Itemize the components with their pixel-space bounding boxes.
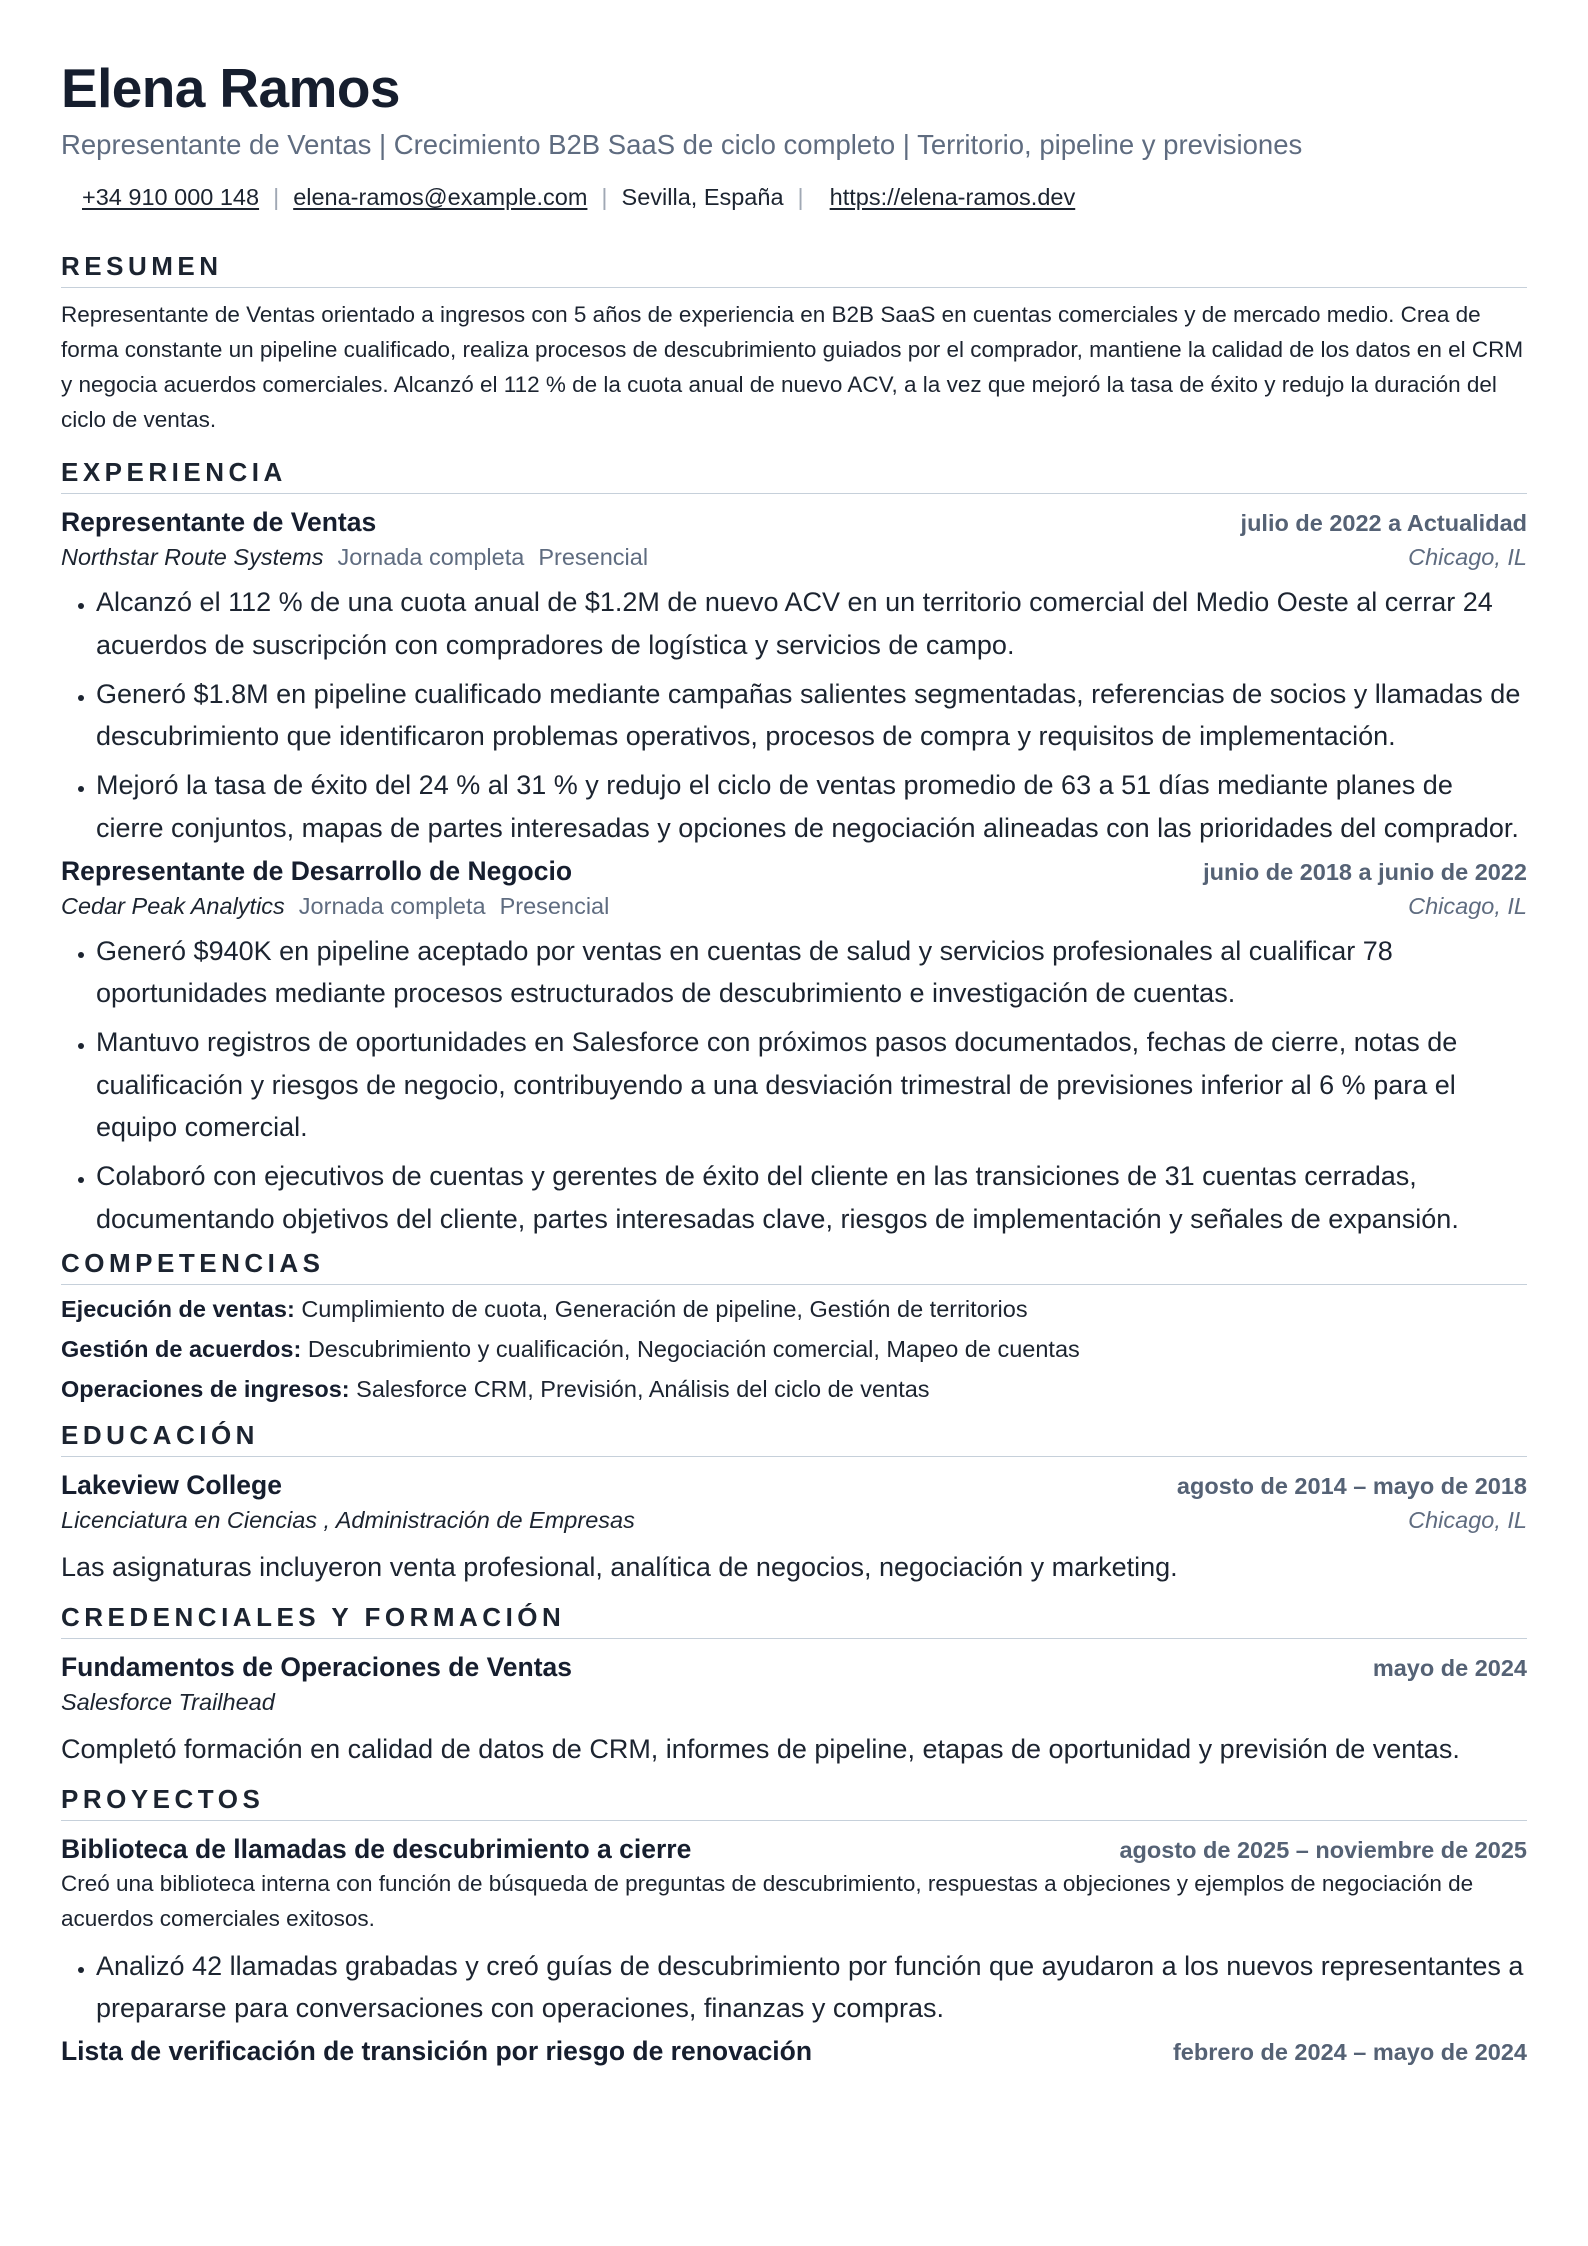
headline: Representante de Ventas | Crecimiento B2B SaaS de ciclo completo | Territorio, pipeline y previsiones — [61, 129, 1303, 160]
separator: | — [273, 184, 280, 210]
section-title-education: EDUCACIÓN — [61, 1419, 1527, 1457]
project-entry — [61, 2036, 1527, 2067]
achievement-item: • Mantuvo registros de oportunidades en Salesforce con próximos pasos documentados, fechas de cierre, notas de cualificación y riesgos de negocio, contribuyendo a una desviación trimestral de previsiones inferior al 6 % para el equipo comercial. — [96, 1021, 1527, 1149]
achievement-list — [61, 930, 1527, 1241]
skill-value: Salesforce CRM, Previsión, Análisis del ciclo de ventas — [356, 1375, 930, 1402]
skill-label: Operaciones de ingresos: — [61, 1375, 350, 1402]
project-title: Lista de verificación de transición por riesgo de renovación — [61, 2036, 813, 2066]
website-link[interactable]: https://elena-ramos.dev — [829, 184, 1076, 210]
job-title: Representante de Desarrollo de Negocio — [61, 855, 573, 886]
skill-value: Cumplimiento de cuota, Generación de pipeline, Gestión de territorios — [301, 1295, 1028, 1322]
project-bullet: • Analizó 42 llamadas grabadas y creó guías de descubrimiento por función que ayudaron a los nuevos representantes a prepararse para conversaciones con operaciones, finanzas y compras. — [96, 1945, 1527, 2030]
achievement-item: • Generó $1.8M en pipeline cualificado mediante campañas salientes segmentadas, referencias de socios y llamadas de descubrimiento que identificaron problemas operativos, procesos de compra y requisitos de implementación. — [96, 673, 1527, 758]
credential-date: mayo de 2024 — [1372, 1654, 1527, 1681]
achievement-list — [61, 581, 1527, 849]
summary-text: Representante de Ventas orientado a ingresos con 5 años de experiencia en B2B SaaS en cuentas comerciales y de mercado medio. Crea de forma constante un pipeline cualificado, realiza procesos de descubrimiento guiados por el comprador, mantiene la calidad de los datos en el CRM y negocia acuerdos comerciales. Alcanzó el 112 % de la cuota anual de nuevo ACV, a la vez que mejoró la tasa de éxito y redujo la duración del ciclo de ventas. — [61, 302, 1524, 432]
project-bullet-list — [61, 1945, 1527, 2030]
job-dates: julio de 2022 a Actualidad — [1240, 510, 1527, 536]
section-title-summary: RESUMEN — [61, 250, 1527, 288]
employment-type: Jornada completa — [337, 544, 525, 570]
separator: | — [797, 184, 804, 210]
project-entry — [61, 1834, 1527, 2030]
project-dates: agosto de 2025 – noviembre de 2025 — [1119, 1836, 1527, 1863]
section-title-projects: PROYECTOS — [61, 1783, 1527, 1821]
job-title: Representante de Ventas — [61, 507, 377, 537]
project-description: Creó una biblioteca interna con función de búsqueda de preguntas de descubrimiento, respuestas a objeciones y ejemplos de negociación de acuerdos comerciales exitosos. — [61, 1870, 1474, 1931]
job-dates: junio de 2018 a junio de 2022 — [1203, 858, 1527, 885]
skill-label: Ejecución de ventas: — [61, 1295, 295, 1322]
project-title: Biblioteca de llamadas de descubrimiento a cierre — [61, 1833, 692, 1864]
degree: Licenciatura en Ciencias , Administración de Empresas — [61, 1506, 635, 1533]
work-mode: Presencial — [538, 544, 649, 570]
education-entry — [61, 1470, 1527, 1585]
skill-label: Gestión de acuerdos: — [61, 1335, 302, 1362]
skill-row — [61, 1329, 1527, 1369]
candidate-name: Elena Ramos — [61, 57, 400, 119]
section-title-skills: COMPETENCIAS — [61, 1247, 1527, 1285]
skill-value: Descubrimiento y cualificación, Negociación comercial, Mapeo de cuentas — [307, 1335, 1080, 1362]
experience-entry — [61, 856, 1527, 1241]
contact-bar — [61, 182, 1527, 212]
credential-issuer: Salesforce Trailhead — [61, 1688, 275, 1715]
credential-title: Fundamentos de Operaciones de Ventas — [61, 1651, 573, 1682]
email-link[interactable]: elena-ramos@example.com — [293, 184, 588, 210]
section-title-experience: EXPERIENCIA — [61, 456, 1527, 494]
job-location: Chicago, IL — [1408, 544, 1527, 570]
section-title-credentials: CREDENCIALES Y FORMACIÓN — [61, 1601, 1527, 1639]
separator: | — [601, 184, 608, 210]
experience-entry — [61, 507, 1527, 849]
company-name: Northstar Route Systems — [61, 544, 324, 570]
job-location: Chicago, IL — [1408, 892, 1527, 919]
phone-link[interactable]: +34 910 000 148 — [82, 184, 260, 210]
skills-list — [61, 1289, 1527, 1409]
credential-entry — [61, 1652, 1527, 1767]
school-name: Lakeview College — [61, 1469, 282, 1500]
skill-row — [61, 1289, 1527, 1329]
education-detail: Las asignaturas incluyeron venta profesional, analítica de negocios, negociación y marketing. — [61, 1551, 1178, 1582]
achievement-item: • Alcanzó el 112 % de una cuota anual de $1.2M de nuevo ACV en un territorio comercial del Medio Oeste al cerrar 24 acuerdos de suscripción con compradores de logística y servicios de campo. — [96, 581, 1527, 666]
work-mode: Presencial — [499, 892, 610, 919]
education-dates: agosto de 2014 – mayo de 2018 — [1176, 1472, 1527, 1499]
education-location: Chicago, IL — [1408, 1506, 1527, 1533]
credential-detail: Completó formación en calidad de datos de CRM, informes de pipeline, etapas de oportunidad y previsión de ventas. — [61, 1733, 1460, 1764]
skill-row — [61, 1369, 1527, 1409]
project-dates: febrero de 2024 – mayo de 2024 — [1172, 2039, 1527, 2065]
location-text: Sevilla, España — [621, 184, 784, 210]
achievement-item: • Generó $940K en pipeline aceptado por ventas en cuentas de salud y servicios profesionales al cualificar 78 oportunidades mediante procesos estructurados de descubrimiento e investigación de cuentas. — [96, 930, 1527, 1015]
achievement-item: • Mejoró la tasa de éxito del 24 % al 31 % y redujo el ciclo de ventas promedio de 63 a 51 días mediante planes de cierre conjuntos, mapas de partes interesadas y opciones de negociación alineadas con las prioridades del comprador. — [96, 764, 1527, 849]
achievement-item: • Colaboró con ejecutivos de cuentas y gerentes de éxito del cliente en las transiciones de 31 cuentas cerradas, documentando objetivos del cliente, partes interesadas clave, riesgos de implementación y señales de expansión. — [96, 1155, 1527, 1240]
employment-type: Jornada completa — [298, 892, 486, 919]
company-name: Cedar Peak Analytics — [61, 892, 285, 919]
